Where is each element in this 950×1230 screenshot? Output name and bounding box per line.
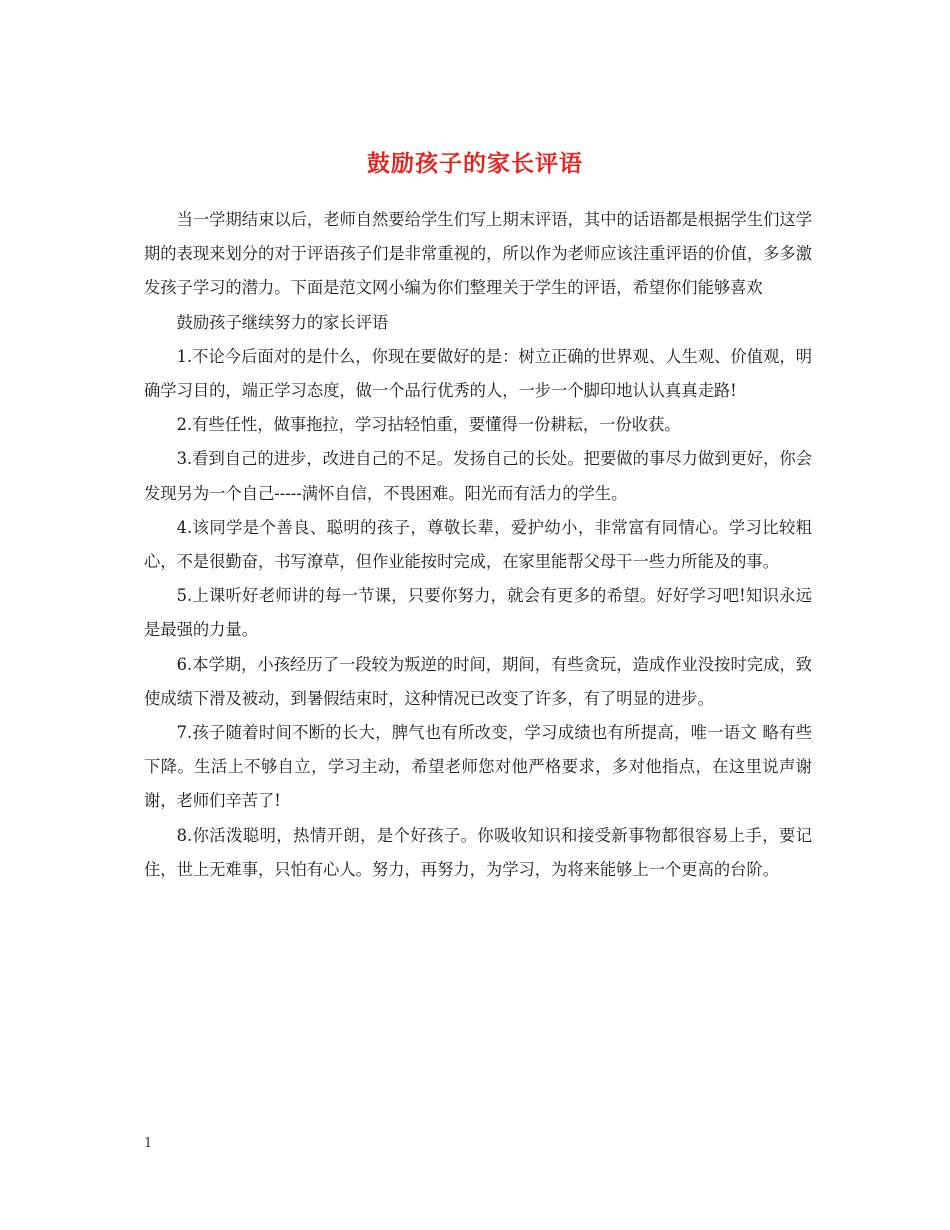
comment-item-7: 7.孩子随着时间不断的长大，脾气也有所改变，学习成绩也有所提高，唯一语文 略有些下降。生活上不够自立，学习主动，希望老师您对他严格要求，多对他指点，在这里说声谢谢，老师们辛苦了! (144, 723, 812, 811)
comment-item-4: 4.该同学是个善良、聪明的孩子，尊敬长辈，爱护幼小，非常富有同情心。学习比较粗心，不是很勤奋，书写潦草，但作业能按时完成，在家里能帮父母干一些力所能及的事。 (144, 517, 812, 572)
comment-item-3: 3.看到自己的进步，改进自己的不足。发扬自己的长处。把要做的事尽力做到更好，你会发现另为一个自己-----满怀自信，不畏困难。阳光而有活力的学生。 (144, 449, 812, 503)
document-body (144, 203, 812, 887)
comment-item-1: 1.不论今后面对的是什么，你现在要做好的是：树立正确的世界观、人生观、价值观，明确学习目的，端正学习态度，做一个品行优秀的人，一步一个脚印地认认真真走路! (144, 346, 812, 401)
comment-item-8: 8.你活泼聪明，热情开朗，是个好孩子。你吸收知识和接受新事物都很容易上手，要记住，世上无难事，只怕有心人。努力，再努力，为学习，为将来能够上一个更高的台阶。 (144, 825, 812, 879)
comment-item-6: 6.本学期，小孩经历了一段较为叛逆的时间，期间，有些贪玩，造成作业没按时完成，致使成绩下滑及被动，到暑假结束时，这种情况已改变了许多，有了明显的进步。 (144, 654, 812, 708)
section-heading: 鼓励孩子继续努力的家长评语 (176, 312, 389, 332)
document-title: 鼓励孩子的家长评语 (367, 150, 583, 178)
page-number: 1 (144, 1136, 153, 1151)
intro-paragraph: 当一学期结束以后，老师自然要给学生们写上期末评语，其中的话语都是根据学生们这学期的表现来划分的对于评语孩子们是非常重视的，所以作为老师应该注重评语的价值，多多激发孩子学习的潜力。下面是范文网小编为你们整理关于学生的评语，希望你们能够喜欢 (144, 210, 812, 298)
comment-item-5: 5.上课听好老师讲的每一节课，只要你努力，就会有更多的希望。好好学习吧!知识永远是最强的力量。 (144, 586, 812, 640)
comment-item-2: 2.有些任性，做事拖拉，学习拈轻怕重，要懂得一份耕耘，一份收获。 (176, 415, 681, 435)
